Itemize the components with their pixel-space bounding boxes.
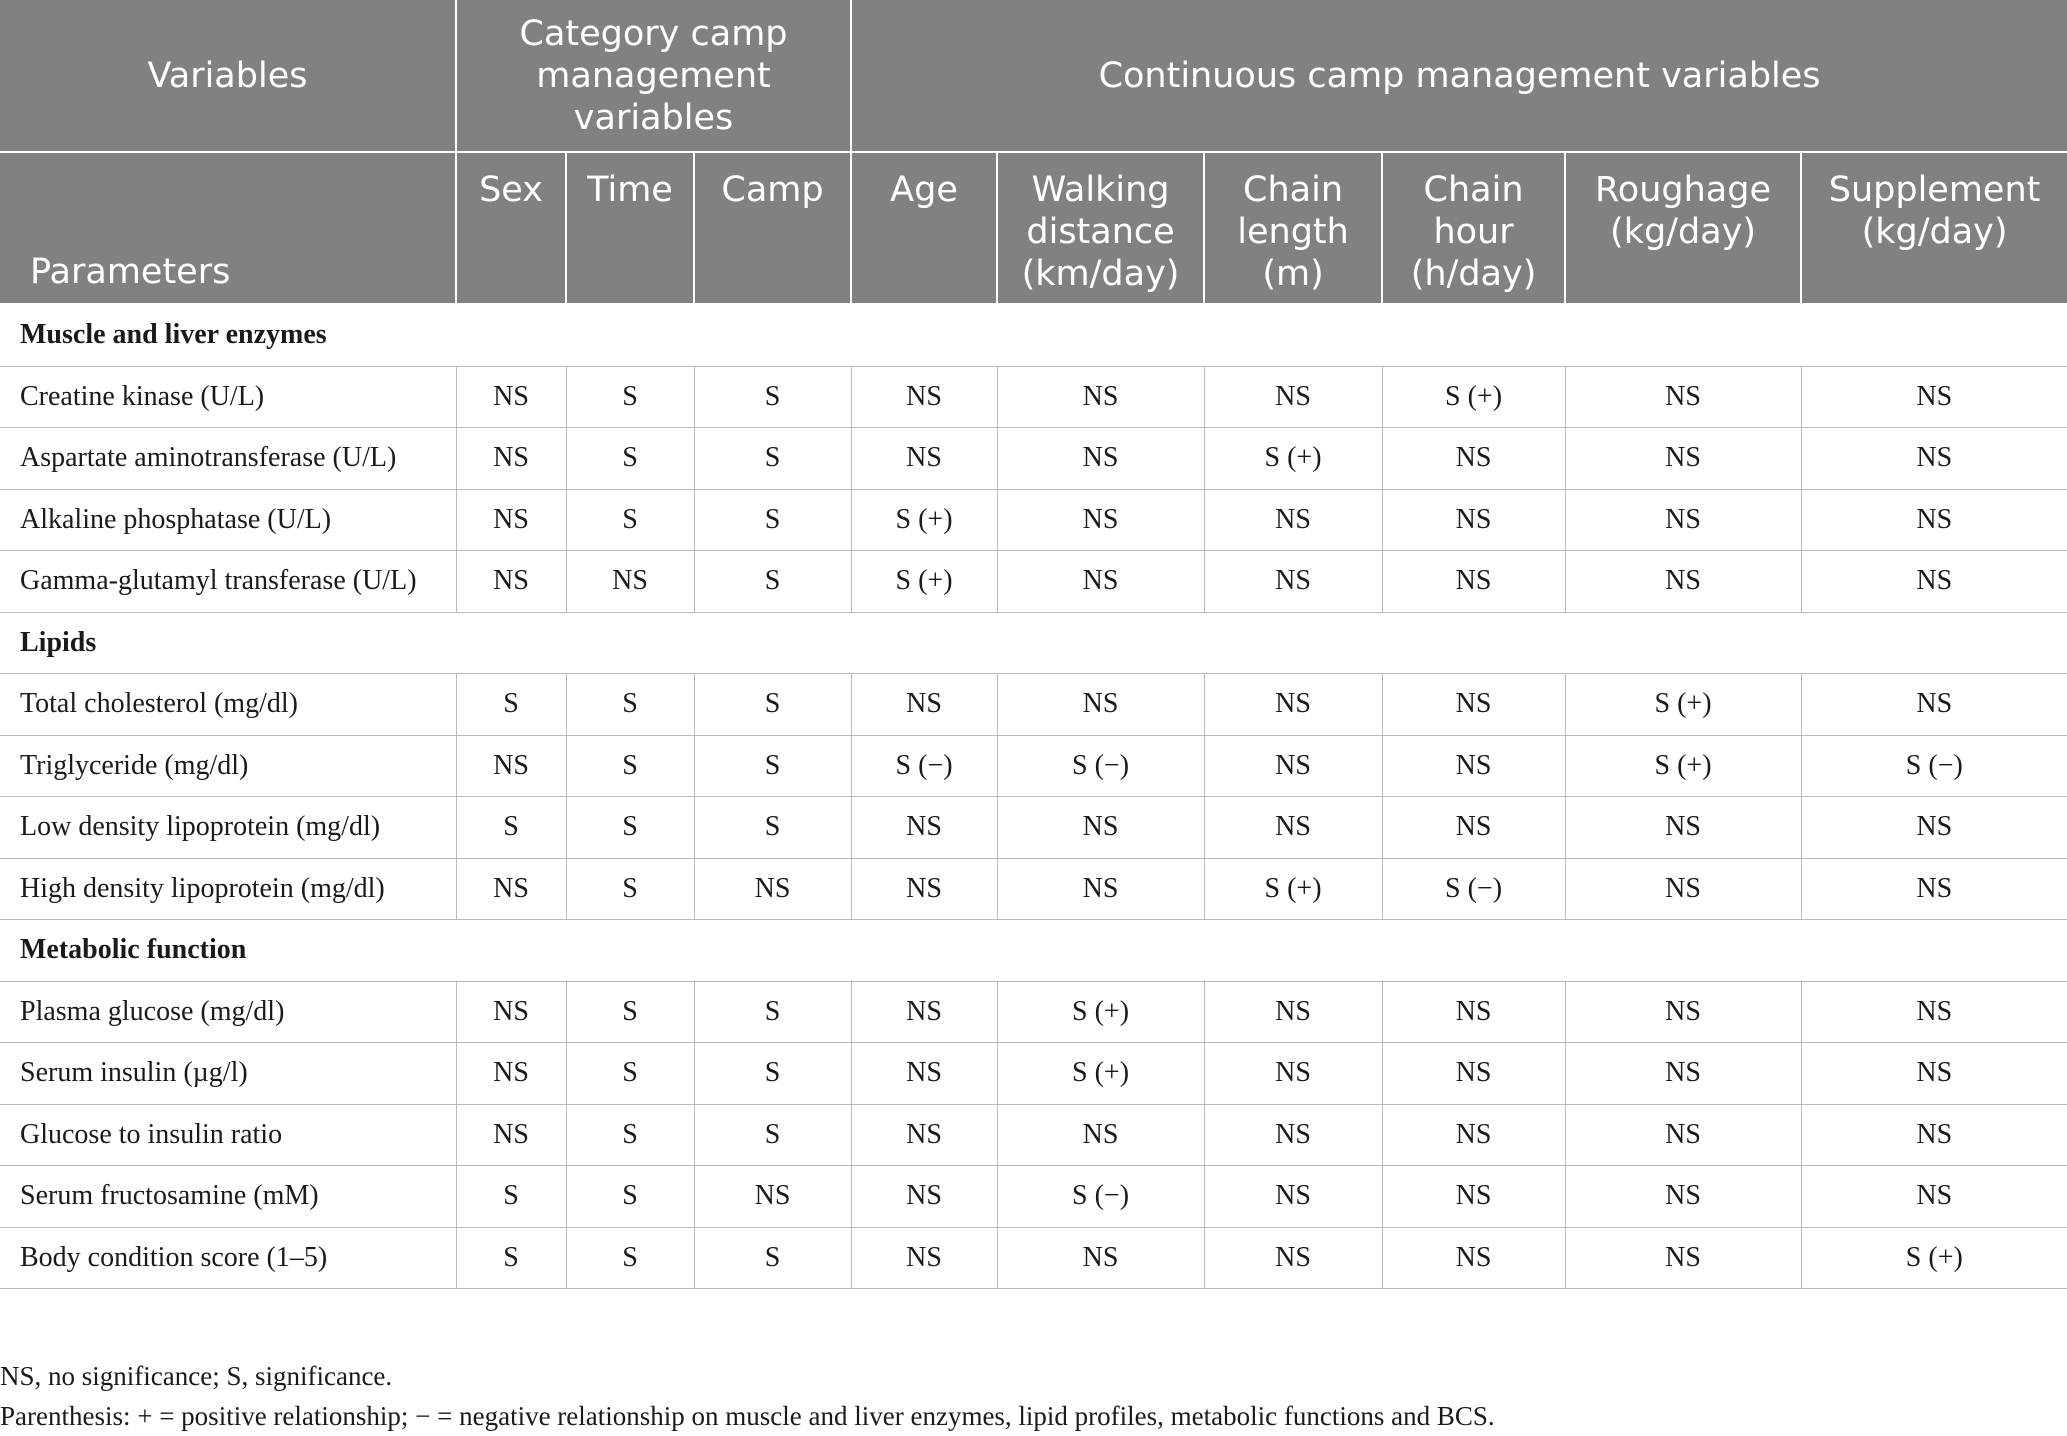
- significance-cell: NS: [851, 1104, 997, 1166]
- significance-cell: S (+): [1204, 428, 1382, 490]
- significance-cell: NS: [851, 858, 997, 920]
- parameter-name: Glucose to insulin ratio: [0, 1104, 456, 1166]
- significance-cell: NS: [997, 551, 1204, 613]
- significance-cell: NS: [566, 551, 694, 613]
- table-row: [0, 797, 2067, 859]
- significance-cell: NS: [1801, 981, 2067, 1043]
- significance-cell: NS: [1204, 1104, 1382, 1166]
- significance-cell: S: [694, 674, 851, 736]
- significance-cell: NS: [1565, 428, 1801, 490]
- significance-cell: NS: [1382, 489, 1565, 551]
- significance-cell: S: [694, 366, 851, 428]
- significance-cell: S (+): [997, 981, 1204, 1043]
- significance-cell: NS: [456, 858, 566, 920]
- significance-cell: NS: [1801, 428, 2067, 490]
- significance-cell: S (−): [997, 1166, 1204, 1228]
- significance-cell: NS: [456, 1104, 566, 1166]
- significance-cell: S (+): [851, 489, 997, 551]
- table-row: [0, 1104, 2067, 1166]
- significance-cell: NS: [1565, 1104, 1801, 1166]
- significance-cell: NS: [851, 366, 997, 428]
- significance-cell: NS: [997, 1227, 1204, 1289]
- column-header: Roughage (kg/day): [1565, 152, 1801, 304]
- significance-cell: S: [456, 797, 566, 859]
- significance-cell: NS: [1382, 1227, 1565, 1289]
- section-title: Muscle and liver enzymes: [0, 304, 2067, 366]
- parameter-name: Total cholesterol (mg/dl): [0, 674, 456, 736]
- significance-cell: NS: [1382, 1043, 1565, 1105]
- significance-cell: NS: [1801, 1166, 2067, 1228]
- significance-cell: S: [566, 1104, 694, 1166]
- significance-cell: S: [566, 858, 694, 920]
- table-body: [0, 304, 2067, 1289]
- significance-cell: S (+): [1565, 674, 1801, 736]
- column-header: Supplement (kg/day): [1801, 152, 2067, 304]
- significance-cell: NS: [1204, 981, 1382, 1043]
- table-row: [0, 858, 2067, 920]
- section-title: Metabolic function: [0, 920, 2067, 982]
- table-row: [0, 1166, 2067, 1228]
- variables-header: Variables: [0, 0, 456, 152]
- section-row: [0, 612, 2067, 674]
- table-row: [0, 735, 2067, 797]
- footnote: Parenthesis: + = positive relationship; − = negative relationship on muscle and liver enzymes, lipid profiles, metabolic functions and BCS.: [0, 1401, 1495, 1431]
- column-header: Chain hour (h/day): [1382, 152, 1565, 304]
- significance-cell: S (+): [1382, 366, 1565, 428]
- parameter-name: High density lipoprotein (mg/dl): [0, 858, 456, 920]
- significance-cell: NS: [1382, 1104, 1565, 1166]
- significance-cell: NS: [1204, 735, 1382, 797]
- significance-cell: NS: [851, 797, 997, 859]
- significance-cell: S (+): [1801, 1227, 2067, 1289]
- significance-cell: S (+): [851, 551, 997, 613]
- significance-cell: S (−): [851, 735, 997, 797]
- significance-cell: NS: [456, 428, 566, 490]
- parameter-name: Serum insulin (µg/l): [0, 1043, 456, 1105]
- parameter-name: Gamma-glutamyl transferase (U/L): [0, 551, 456, 613]
- significance-cell: S: [566, 981, 694, 1043]
- parameter-name: Serum fructosamine (mM): [0, 1166, 456, 1228]
- significance-cell: NS: [1382, 797, 1565, 859]
- significance-cell: S: [694, 1104, 851, 1166]
- significance-cell: NS: [694, 1166, 851, 1228]
- significance-cell: NS: [1565, 551, 1801, 613]
- parameter-name: Alkaline phosphatase (U/L): [0, 489, 456, 551]
- significance-cell: NS: [997, 489, 1204, 551]
- significance-cell: NS: [1565, 1166, 1801, 1228]
- significance-cell: NS: [1204, 551, 1382, 613]
- significance-cell: NS: [1204, 1227, 1382, 1289]
- column-header: Camp: [694, 152, 851, 304]
- significance-cell: S: [694, 735, 851, 797]
- significance-cell: NS: [1382, 674, 1565, 736]
- significance-cell: NS: [456, 551, 566, 613]
- footnote: NS, no significance; S, significance.: [0, 1361, 393, 1391]
- continuous-group-header: Continuous camp management variables: [851, 0, 2067, 152]
- section-row: [0, 920, 2067, 982]
- significance-cell: NS: [1801, 1043, 2067, 1105]
- significance-cell: NS: [851, 674, 997, 736]
- significance-cell: S: [456, 674, 566, 736]
- significance-cell: S: [566, 1166, 694, 1228]
- significance-cell: NS: [456, 735, 566, 797]
- significance-cell: NS: [1801, 674, 2067, 736]
- significance-cell: NS: [1801, 366, 2067, 428]
- significance-cell: NS: [1565, 797, 1801, 859]
- significance-cell: NS: [997, 858, 1204, 920]
- significance-cell: S: [456, 1166, 566, 1228]
- significance-cell: S: [694, 428, 851, 490]
- significance-cell: NS: [1204, 489, 1382, 551]
- significance-cell: NS: [1382, 1166, 1565, 1228]
- significance-cell: NS: [1382, 735, 1565, 797]
- table-row: [0, 1043, 2067, 1105]
- significance-cell: NS: [694, 858, 851, 920]
- table-row: [0, 366, 2067, 428]
- significance-cell: NS: [997, 428, 1204, 490]
- significance-cell: NS: [1801, 797, 2067, 859]
- section-title: Lipids: [0, 612, 2067, 674]
- significance-cell: NS: [851, 1166, 997, 1228]
- significance-cell: S: [694, 981, 851, 1043]
- column-header: Walking distance (km/day): [997, 152, 1204, 304]
- section-row: [0, 304, 2067, 366]
- significance-cell: NS: [456, 489, 566, 551]
- significance-cell: S: [566, 1043, 694, 1105]
- significance-cell: NS: [1801, 489, 2067, 551]
- significance-cell: NS: [997, 366, 1204, 428]
- significance-cell: NS: [1382, 981, 1565, 1043]
- significance-cell: S: [566, 366, 694, 428]
- significance-cell: S: [456, 1227, 566, 1289]
- significance-cell: NS: [1801, 551, 2067, 613]
- table-header: [0, 0, 2067, 304]
- significance-cell: NS: [456, 366, 566, 428]
- significance-cell: NS: [1565, 981, 1801, 1043]
- significance-cell: NS: [1204, 366, 1382, 428]
- significance-cell: S (+): [1204, 858, 1382, 920]
- significance-cell: NS: [1565, 1227, 1801, 1289]
- significance-cell: S (−): [1382, 858, 1565, 920]
- significance-cell: NS: [1565, 858, 1801, 920]
- significance-cell: NS: [997, 1104, 1204, 1166]
- significance-cell: S: [694, 1043, 851, 1105]
- significance-cell: S: [694, 1227, 851, 1289]
- significance-cell: S (−): [1801, 735, 2067, 797]
- significance-cell: S (+): [1565, 735, 1801, 797]
- significance-cell: NS: [1801, 1104, 2067, 1166]
- table-row: [0, 551, 2067, 613]
- significance-cell: NS: [456, 1043, 566, 1105]
- significance-cell: NS: [851, 1043, 997, 1105]
- significance-cell: NS: [997, 674, 1204, 736]
- significance-cell: NS: [1565, 489, 1801, 551]
- significance-cell: NS: [851, 1227, 997, 1289]
- significance-cell: S: [566, 674, 694, 736]
- significance-cell: S: [566, 428, 694, 490]
- significance-cell: NS: [1204, 797, 1382, 859]
- significance-cell: NS: [1565, 366, 1801, 428]
- column-header: Sex: [456, 152, 566, 304]
- significance-cell: S: [566, 797, 694, 859]
- significance-cell: NS: [1204, 1043, 1382, 1105]
- parameter-name: Body condition score (1–5): [0, 1227, 456, 1289]
- table-row: [0, 1227, 2067, 1289]
- table-row: [0, 489, 2067, 551]
- column-header: Age: [851, 152, 997, 304]
- significance-cell: S: [694, 489, 851, 551]
- significance-cell: S: [566, 1227, 694, 1289]
- significance-cell: NS: [1382, 551, 1565, 613]
- significance-cell: NS: [851, 981, 997, 1043]
- column-header: Time: [566, 152, 694, 304]
- parameter-name: Low density lipoprotein (mg/dl): [0, 797, 456, 859]
- significance-cell: NS: [1565, 1043, 1801, 1105]
- category-group-header: Category camp management variables: [456, 0, 851, 152]
- significance-cell: NS: [456, 981, 566, 1043]
- significance-cell: NS: [1382, 428, 1565, 490]
- parameter-name: Triglyceride (mg/dl): [0, 735, 456, 797]
- significance-cell: S: [694, 551, 851, 613]
- parameter-name: Creatine kinase (U/L): [0, 366, 456, 428]
- significance-cell: NS: [1204, 674, 1382, 736]
- header-row-groups: [0, 0, 2067, 152]
- significance-cell: NS: [851, 428, 997, 490]
- significance-cell: NS: [997, 797, 1204, 859]
- table-row: [0, 981, 2067, 1043]
- significance-cell: NS: [1801, 858, 2067, 920]
- significance-cell: S: [694, 797, 851, 859]
- column-header: Chain length (m): [1204, 152, 1382, 304]
- parameter-name: Aspartate aminotransferase (U/L): [0, 428, 456, 490]
- significance-cell: S (+): [997, 1043, 1204, 1105]
- table-footnotes: [0, 1356, 1495, 1436]
- parameter-name: Plasma glucose (mg/dl): [0, 981, 456, 1043]
- table-row: [0, 674, 2067, 736]
- significance-cell: S: [566, 489, 694, 551]
- table-row: [0, 428, 2067, 490]
- header-row-columns: [0, 152, 2067, 304]
- significance-cell: S (−): [997, 735, 1204, 797]
- significance-cell: S: [566, 735, 694, 797]
- parameters-header: Parameters: [0, 152, 456, 304]
- significance-cell: NS: [1204, 1166, 1382, 1228]
